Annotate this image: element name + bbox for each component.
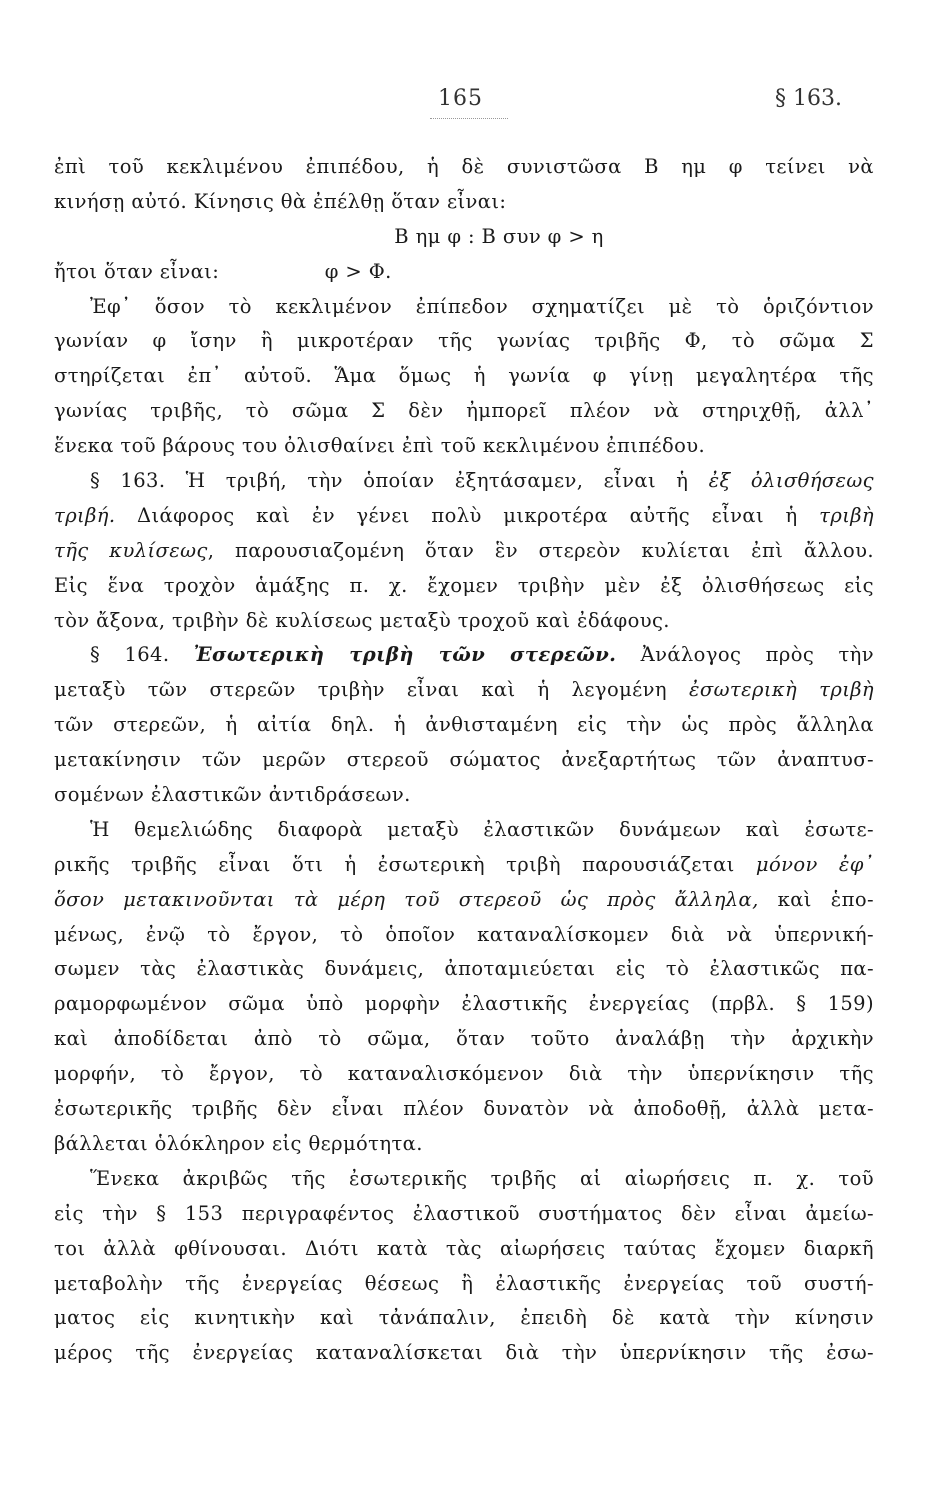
section-reference: § 163.: [775, 86, 842, 111]
italic-term: τριβὴ: [819, 503, 874, 527]
formula-line: [54, 220, 874, 255]
line-text: ἐπὶ τοῦ κεκλιμένου ἐπιπέδου, ἡ δὲ συνιστῶσα B ημ φ τείνει νὰ: [54, 155, 874, 178]
line-text: μορφήν, τὸ ἔργον, τὸ καταναλισκόμενον διὰ τὴν ὑπερνίκησιν τῆς: [54, 1062, 874, 1086]
text-line: [54, 673, 874, 708]
line-text: κινήσῃ αὐτό. Κίνησις θὰ ἐπέλθῃ ὅταν εἶναι:: [54, 189, 507, 213]
line-text: Ἐφ᾽ ὅσον τὸ κεκλιμένον ἐπίπεδον σχηματίζει μὲ τὸ ὁριζόντιον: [90, 294, 874, 318]
italic-term: τῆς κυλίσεως: [54, 538, 208, 562]
text-line: [54, 185, 874, 220]
line-text: σομένων ἐλαστικῶν ἀντιδράσεων.: [54, 783, 411, 807]
line-text: σωμεν τὰς ἐλαστικὰς δυνάμεις, ἀποταμιεύεται εἰς τὸ ἐλαστικῶς πα-: [54, 957, 874, 981]
body-text: [54, 150, 874, 1371]
text-line: [54, 394, 874, 429]
text-line: [54, 952, 874, 987]
page-number: 165: [438, 86, 483, 111]
text-line: [54, 883, 874, 918]
line-text: Ἕνεκα ἀκριβῶς τῆς ἐσωτερικῆς τριβῆς αἱ αἰωρήσεις π. χ. τοῦ: [90, 1166, 874, 1190]
text-line: [54, 324, 874, 359]
text-line: [54, 534, 874, 569]
line-text: στηρίζεται ἐπ᾽ αὐτοῦ. Ἅμα ὅμως ἡ γωνία φ γίνῃ μεγαλητέρα τῆς: [54, 364, 874, 388]
text-line: [54, 1127, 874, 1162]
line-text: τοι ἀλλὰ φθίνουσαι. Διότι κατὰ τὰς αἰωρήσεις ταύτας ἔχομεν διαρκῆ: [54, 1236, 874, 1260]
italic-term: ἐξ ὀλισθήσεως: [708, 469, 874, 493]
text-line: [54, 1301, 874, 1336]
line-text: τῶν στερεῶν, ἡ αἰτία δηλ. ἡ ἀνθισταμένη εἰς τὴν ὡς πρὸς ἄλληλα: [54, 713, 874, 737]
text-line: [54, 987, 874, 1022]
text-line: [54, 708, 874, 743]
text-line: [54, 1267, 874, 1302]
line-text: εἰς τὴν § 153 περιγραφέντος ἐλαστικοῦ συστήματος δὲν εἶναι ἀμείω-: [54, 1201, 874, 1225]
text-line: [54, 150, 874, 185]
italic-term: ἐσωτερικὴ τριβὴ: [689, 678, 874, 702]
italic-term: μόνον ἐφ᾽: [755, 852, 874, 876]
text-line: [54, 778, 874, 813]
text-line: [54, 848, 874, 883]
line-text: βάλλεται ὁλόκληρον εἰς θερμότητα.: [54, 1131, 423, 1155]
text-line: [54, 1022, 874, 1057]
text-line: [54, 569, 874, 604]
line-text: καὶ ἀποδίδεται ἀπὸ τὸ σῶμα, ὅταν τοῦτο ἀναλάβῃ τὴν ἀρχικὴν: [54, 1027, 874, 1051]
line-text: μεταξὺ τῶν στερεῶν τριβὴν εἶναι καὶ ἡ λεγομένη: [54, 678, 690, 702]
line-text: ματος εἰς κινητικὴν καὶ τἀνάπαλιν, ἐπειδὴ δὲ κατὰ τὴν κίνησιν: [54, 1306, 874, 1330]
text-line: [54, 464, 874, 499]
line-text: , παρουσιαζομένη ὅταν ἓν στερεὸν κυλίεται ἐπὶ ἄλλου.: [207, 538, 874, 562]
line-text: καὶ ἑπο-: [758, 887, 874, 911]
line-text: § 163. Ἡ τριβή, τὴν ὁποίαν ἐξητάσαμεν, εἶναι ἡ: [90, 469, 709, 493]
text-line: [54, 1197, 874, 1232]
text-line: [54, 1336, 874, 1371]
line-text: Διάφορος καὶ ἐν γένει πολὺ μικροτέρα αὐτῆς εἶναι ἡ: [115, 503, 820, 527]
text-line: [54, 743, 874, 778]
text-line: [54, 1162, 874, 1197]
line-text: γωνίας τριβῆς, τὸ σῶμα Σ δὲν ἠμπορεῖ πλέον νὰ στηριχθῇ, ἀλλ᾽: [54, 399, 874, 423]
formula-text: B ημ φ : B συν φ > η: [394, 224, 604, 248]
line-text: μέρος τῆς ἐνεργείας καταναλίσκεται διὰ τὴν ὑπερνίκησιν τῆς ἐσω-: [54, 1341, 874, 1365]
text-line: [54, 1092, 874, 1127]
section-title: Ἐσωτερικὴ τριβὴ τῶν στερεῶν.: [193, 643, 617, 667]
text-line: [54, 290, 874, 325]
page-header: [0, 86, 952, 126]
text-line: [54, 813, 874, 848]
section-number: § 164.: [90, 643, 194, 667]
text-line: [54, 1057, 874, 1092]
line-text: μένως, ἐνῷ τὸ ἔργον, τὸ ὁποῖον καταναλίσκομεν διὰ νὰ ὑπερνική-: [54, 922, 874, 946]
italic-term: τριβή.: [54, 503, 116, 527]
text-line: [54, 1232, 874, 1267]
line-text: μεταβολὴν τῆς ἐνεργείας θέσεως ἢ ἐλαστικῆς ἐνεργείας τοῦ συστή-: [54, 1271, 874, 1295]
italic-phrase: ὅσον μετακινοῦνται τὰ μέρη τοῦ στερεοῦ ὡς πρὸς ἄλληλα,: [54, 887, 759, 911]
line-text: ραμορφωμένον σῶμα ὑπὸ μορφὴν ἐλαστικῆς ἐνεργείας (πρβλ. § 159): [54, 992, 874, 1016]
line-text: τὸν ἄξονα, τριβὴν δὲ κυλίσεως μεταξὺ τροχοῦ καὶ ἐδάφους.: [54, 608, 670, 632]
line-text: ἕνεκα τοῦ βάρους του ὀλισθαίνει ἐπὶ τοῦ κεκλιμένου ἐπιπέδου.: [54, 434, 706, 458]
line-text: ἐσωτερικῆς τριβῆς δὲν εἶναι πλέον δυνατὸν νὰ ἀποδοθῇ, ἀλλὰ μετα-: [54, 1097, 874, 1121]
text-line: [54, 918, 874, 953]
text-line: [54, 359, 874, 394]
line-text: Ἀνάλογος πρὸς τὴν: [616, 643, 874, 667]
line-text: Εἰς ἕνα τροχὸν ἁμάξης π. χ. ἔχομεν τριβὴν μὲν ἐξ ὀλισθήσεως εἰς: [54, 573, 874, 597]
text-line: [54, 604, 874, 639]
line-text: ρικῆς τριβῆς εἶναι ὅτι ἡ ἐσωτερικὴ τριβὴ παρουσιάζεται: [54, 852, 756, 876]
line-text: γωνίαν φ ἴσην ἢ μικροτέραν τῆς γωνίας τριβῆς Φ, τὸ σῶμα Σ: [54, 329, 874, 353]
line-text: μετακίνησιν τῶν μερῶν στερεοῦ σώματος ἀνεξαρτήτως τῶν ἀναπτυσ-: [54, 748, 874, 772]
text-line: [54, 429, 874, 464]
page-number-rule: [430, 118, 508, 119]
text-line: [54, 499, 874, 534]
line-text: Ἡ θεμελιώδης διαφορὰ μεταξὺ ἐλαστικῶν δυνάμεων καὶ ἐσωτε-: [90, 817, 874, 841]
section-heading-line: [54, 638, 874, 673]
formula-text: ἤτοι ὅταν εἶναι: φ > Φ.: [54, 259, 392, 283]
formula-line: [54, 255, 874, 290]
